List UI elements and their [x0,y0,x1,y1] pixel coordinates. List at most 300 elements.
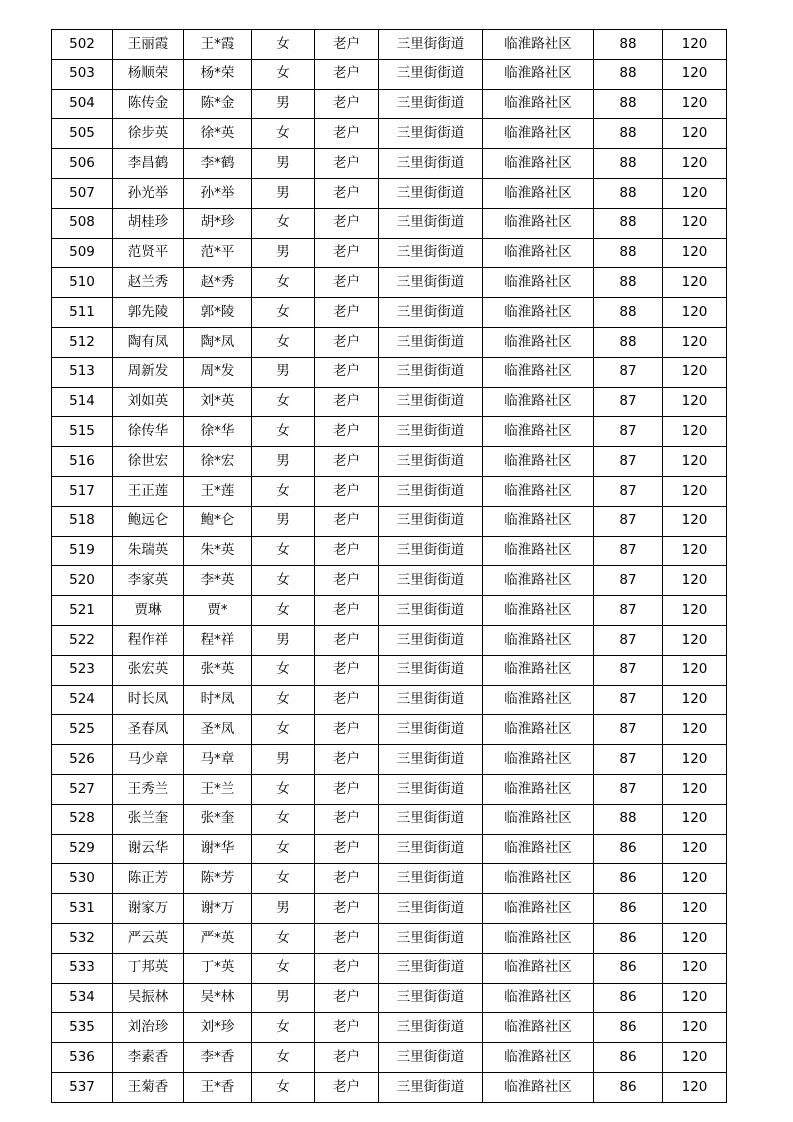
table-row [52,774,727,804]
seq-cell: 523 [52,655,113,685]
street-cell: 三里街街道 [379,149,483,179]
name-cell: 赵兰秀 [113,268,184,298]
table-row [52,476,727,506]
community-cell: 临淮路社区 [483,476,594,506]
amount-cell: 120 [663,119,727,149]
gender-cell: 男 [252,447,315,477]
household-type-cell: 老户 [315,149,379,179]
age-cell: 86 [594,1013,663,1043]
seq-cell: 528 [52,804,113,834]
age-cell: 86 [594,1072,663,1102]
amount-cell: 120 [663,178,727,208]
seq-cell: 530 [52,864,113,894]
age-cell: 88 [594,178,663,208]
record-table-container [51,29,727,1103]
community-cell: 临淮路社区 [483,596,594,626]
name-cell: 张宏英 [113,655,184,685]
table-row [52,59,727,89]
seq-cell: 508 [52,208,113,238]
household-type-cell: 老户 [315,506,379,536]
table-row [52,715,727,745]
amount-cell: 120 [663,30,727,60]
masked-name-cell: 赵*秀 [184,268,252,298]
age-cell: 88 [594,327,663,357]
community-cell: 临淮路社区 [483,447,594,477]
gender-cell: 女 [252,327,315,357]
household-type-cell: 老户 [315,1043,379,1073]
street-cell: 三里街街道 [379,834,483,864]
household-type-cell: 老户 [315,476,379,506]
gender-cell: 女 [252,417,315,447]
seq-cell: 534 [52,983,113,1013]
community-cell: 临淮路社区 [483,30,594,60]
masked-name-cell: 陈*金 [184,89,252,119]
table-row [52,894,727,924]
amount-cell: 120 [663,327,727,357]
household-type-cell: 老户 [315,715,379,745]
masked-name-cell: 徐*宏 [184,447,252,477]
household-type-cell: 老户 [315,536,379,566]
gender-cell: 女 [252,804,315,834]
seq-cell: 510 [52,268,113,298]
seq-cell: 519 [52,536,113,566]
seq-cell: 537 [52,1072,113,1102]
household-type-cell: 老户 [315,655,379,685]
name-cell: 徐世宏 [113,447,184,477]
street-cell: 三里街街道 [379,208,483,238]
household-type-cell: 老户 [315,625,379,655]
seq-cell: 507 [52,178,113,208]
masked-name-cell: 徐*华 [184,417,252,447]
age-cell: 86 [594,983,663,1013]
community-cell: 临淮路社区 [483,864,594,894]
street-cell: 三里街街道 [379,238,483,268]
table-row [52,327,727,357]
household-type-cell: 老户 [315,30,379,60]
community-cell: 临淮路社区 [483,417,594,447]
name-cell: 杨顺荣 [113,59,184,89]
community-cell: 临淮路社区 [483,89,594,119]
seq-cell: 529 [52,834,113,864]
age-cell: 86 [594,1043,663,1073]
seq-cell: 514 [52,387,113,417]
community-cell: 临淮路社区 [483,685,594,715]
amount-cell: 120 [663,536,727,566]
household-type-cell: 老户 [315,178,379,208]
community-cell: 临淮路社区 [483,953,594,983]
gender-cell: 女 [252,655,315,685]
amount-cell: 120 [663,983,727,1013]
community-cell: 临淮路社区 [483,59,594,89]
gender-cell: 男 [252,357,315,387]
seq-cell: 513 [52,357,113,387]
gender-cell: 男 [252,178,315,208]
gender-cell: 男 [252,89,315,119]
household-type-cell: 老户 [315,596,379,626]
record-table [51,29,727,1103]
amount-cell: 120 [663,953,727,983]
masked-name-cell: 陈*芳 [184,864,252,894]
community-cell: 临淮路社区 [483,894,594,924]
community-cell: 临淮路社区 [483,208,594,238]
table-row [52,1072,727,1102]
seq-cell: 536 [52,1043,113,1073]
seq-cell: 511 [52,298,113,328]
community-cell: 临淮路社区 [483,387,594,417]
street-cell: 三里街街道 [379,1013,483,1043]
seq-cell: 526 [52,745,113,775]
table-row [52,268,727,298]
masked-name-cell: 李*鹤 [184,149,252,179]
household-type-cell: 老户 [315,357,379,387]
street-cell: 三里街街道 [379,1043,483,1073]
age-cell: 88 [594,268,663,298]
household-type-cell: 老户 [315,894,379,924]
street-cell: 三里街街道 [379,536,483,566]
table-row [52,417,727,447]
amount-cell: 120 [663,298,727,328]
household-type-cell: 老户 [315,685,379,715]
name-cell: 丁邦英 [113,953,184,983]
community-cell: 临淮路社区 [483,238,594,268]
name-cell: 王菊香 [113,1072,184,1102]
gender-cell: 女 [252,387,315,417]
table-row [52,238,727,268]
household-type-cell: 老户 [315,745,379,775]
age-cell: 87 [594,715,663,745]
amount-cell: 120 [663,774,727,804]
name-cell: 陶有凤 [113,327,184,357]
community-cell: 临淮路社区 [483,119,594,149]
record-table-body [52,30,727,1103]
name-cell: 陈正芳 [113,864,184,894]
masked-name-cell: 程*祥 [184,625,252,655]
seq-cell: 520 [52,566,113,596]
household-type-cell: 老户 [315,89,379,119]
age-cell: 86 [594,864,663,894]
amount-cell: 120 [663,447,727,477]
name-cell: 严云英 [113,923,184,953]
community-cell: 临淮路社区 [483,1013,594,1043]
gender-cell: 女 [252,1072,315,1102]
community-cell: 临淮路社区 [483,655,594,685]
table-row [52,625,727,655]
seq-cell: 524 [52,685,113,715]
street-cell: 三里街街道 [379,894,483,924]
name-cell: 张兰奎 [113,804,184,834]
table-row [52,298,727,328]
household-type-cell: 老户 [315,566,379,596]
amount-cell: 120 [663,864,727,894]
gender-cell: 女 [252,685,315,715]
masked-name-cell: 马*章 [184,745,252,775]
age-cell: 88 [594,89,663,119]
seq-cell: 518 [52,506,113,536]
name-cell: 陈传金 [113,89,184,119]
name-cell: 鲍远仑 [113,506,184,536]
gender-cell: 女 [252,566,315,596]
gender-cell: 女 [252,864,315,894]
table-row [52,804,727,834]
name-cell: 郭先陵 [113,298,184,328]
street-cell: 三里街街道 [379,476,483,506]
age-cell: 86 [594,953,663,983]
household-type-cell: 老户 [315,298,379,328]
community-cell: 临淮路社区 [483,745,594,775]
street-cell: 三里街街道 [379,953,483,983]
amount-cell: 120 [663,566,727,596]
amount-cell: 120 [663,715,727,745]
community-cell: 临淮路社区 [483,149,594,179]
table-row [52,119,727,149]
masked-name-cell: 孙*举 [184,178,252,208]
gender-cell: 女 [252,298,315,328]
masked-name-cell: 李*香 [184,1043,252,1073]
gender-cell: 男 [252,983,315,1013]
masked-name-cell: 鲍*仑 [184,506,252,536]
street-cell: 三里街街道 [379,327,483,357]
name-cell: 徐步英 [113,119,184,149]
household-type-cell: 老户 [315,268,379,298]
table-row [52,566,727,596]
name-cell: 贾琳 [113,596,184,626]
name-cell: 吴振林 [113,983,184,1013]
name-cell: 胡桂珍 [113,208,184,238]
table-row [52,923,727,953]
household-type-cell: 老户 [315,59,379,89]
community-cell: 临淮路社区 [483,566,594,596]
street-cell: 三里街街道 [379,923,483,953]
table-row [52,536,727,566]
gender-cell: 女 [252,834,315,864]
amount-cell: 120 [663,745,727,775]
name-cell: 李素香 [113,1043,184,1073]
age-cell: 86 [594,923,663,953]
seq-cell: 527 [52,774,113,804]
community-cell: 临淮路社区 [483,923,594,953]
amount-cell: 120 [663,834,727,864]
household-type-cell: 老户 [315,387,379,417]
amount-cell: 120 [663,268,727,298]
masked-name-cell: 丁*英 [184,953,252,983]
table-row [52,864,727,894]
masked-name-cell: 严*英 [184,923,252,953]
amount-cell: 120 [663,1013,727,1043]
community-cell: 临淮路社区 [483,774,594,804]
masked-name-cell: 张*奎 [184,804,252,834]
table-row [52,89,727,119]
name-cell: 谢云华 [113,834,184,864]
name-cell: 谢家万 [113,894,184,924]
amount-cell: 120 [663,357,727,387]
street-cell: 三里街街道 [379,357,483,387]
seq-cell: 509 [52,238,113,268]
name-cell: 刘如英 [113,387,184,417]
amount-cell: 120 [663,804,727,834]
seq-cell: 504 [52,89,113,119]
age-cell: 88 [594,804,663,834]
name-cell: 李昌鹤 [113,149,184,179]
masked-name-cell: 刘*珍 [184,1013,252,1043]
community-cell: 临淮路社区 [483,536,594,566]
seq-cell: 521 [52,596,113,626]
gender-cell: 男 [252,238,315,268]
table-row [52,685,727,715]
age-cell: 88 [594,149,663,179]
community-cell: 临淮路社区 [483,327,594,357]
gender-cell: 女 [252,715,315,745]
gender-cell: 男 [252,625,315,655]
age-cell: 87 [594,566,663,596]
gender-cell: 女 [252,596,315,626]
street-cell: 三里街街道 [379,715,483,745]
community-cell: 临淮路社区 [483,804,594,834]
masked-name-cell: 刘*英 [184,387,252,417]
street-cell: 三里街街道 [379,685,483,715]
age-cell: 87 [594,387,663,417]
gender-cell: 女 [252,953,315,983]
table-row [52,387,727,417]
community-cell: 临淮路社区 [483,506,594,536]
community-cell: 临淮路社区 [483,178,594,208]
name-cell: 徐传华 [113,417,184,447]
age-cell: 87 [594,685,663,715]
gender-cell: 女 [252,1043,315,1073]
household-type-cell: 老户 [315,447,379,477]
street-cell: 三里街街道 [379,804,483,834]
street-cell: 三里街街道 [379,178,483,208]
age-cell: 88 [594,208,663,238]
masked-name-cell: 陶*凤 [184,327,252,357]
seq-cell: 515 [52,417,113,447]
household-type-cell: 老户 [315,983,379,1013]
street-cell: 三里街街道 [379,417,483,447]
street-cell: 三里街街道 [379,119,483,149]
street-cell: 三里街街道 [379,506,483,536]
amount-cell: 120 [663,923,727,953]
table-row [52,447,727,477]
age-cell: 88 [594,238,663,268]
masked-name-cell: 王*兰 [184,774,252,804]
table-row [52,208,727,238]
community-cell: 临淮路社区 [483,298,594,328]
masked-name-cell: 贾* [184,596,252,626]
amount-cell: 120 [663,387,727,417]
age-cell: 87 [594,357,663,387]
street-cell: 三里街街道 [379,59,483,89]
masked-name-cell: 谢*万 [184,894,252,924]
amount-cell: 120 [663,238,727,268]
amount-cell: 120 [663,59,727,89]
name-cell: 李家英 [113,566,184,596]
age-cell: 87 [594,536,663,566]
seq-cell: 535 [52,1013,113,1043]
gender-cell: 女 [252,774,315,804]
age-cell: 87 [594,506,663,536]
gender-cell: 女 [252,59,315,89]
seq-cell: 512 [52,327,113,357]
age-cell: 87 [594,447,663,477]
age-cell: 88 [594,119,663,149]
masked-name-cell: 圣*凤 [184,715,252,745]
table-row [52,655,727,685]
amount-cell: 120 [663,625,727,655]
table-row [52,834,727,864]
gender-cell: 女 [252,119,315,149]
masked-name-cell: 王*霞 [184,30,252,60]
household-type-cell: 老户 [315,208,379,238]
household-type-cell: 老户 [315,804,379,834]
gender-cell: 女 [252,268,315,298]
masked-name-cell: 朱*英 [184,536,252,566]
seq-cell: 502 [52,30,113,60]
street-cell: 三里街街道 [379,655,483,685]
seq-cell: 522 [52,625,113,655]
community-cell: 临淮路社区 [483,715,594,745]
amount-cell: 120 [663,476,727,506]
masked-name-cell: 张*英 [184,655,252,685]
street-cell: 三里街街道 [379,774,483,804]
amount-cell: 120 [663,208,727,238]
community-cell: 临淮路社区 [483,625,594,655]
masked-name-cell: 胡*珍 [184,208,252,238]
age-cell: 88 [594,30,663,60]
name-cell: 圣春凤 [113,715,184,745]
household-type-cell: 老户 [315,238,379,268]
household-type-cell: 老户 [315,953,379,983]
seq-cell: 516 [52,447,113,477]
amount-cell: 120 [663,1043,727,1073]
amount-cell: 120 [663,417,727,447]
age-cell: 87 [594,476,663,506]
table-row [52,745,727,775]
age-cell: 86 [594,834,663,864]
street-cell: 三里街街道 [379,268,483,298]
masked-name-cell: 时*凤 [184,685,252,715]
street-cell: 三里街街道 [379,89,483,119]
amount-cell: 120 [663,149,727,179]
name-cell: 朱瑞英 [113,536,184,566]
name-cell: 时长凤 [113,685,184,715]
street-cell: 三里街街道 [379,30,483,60]
community-cell: 临淮路社区 [483,983,594,1013]
gender-cell: 男 [252,506,315,536]
gender-cell: 女 [252,536,315,566]
gender-cell: 女 [252,923,315,953]
name-cell: 王丽霞 [113,30,184,60]
age-cell: 88 [594,298,663,328]
masked-name-cell: 王*莲 [184,476,252,506]
household-type-cell: 老户 [315,774,379,804]
street-cell: 三里街街道 [379,864,483,894]
street-cell: 三里街街道 [379,387,483,417]
community-cell: 临淮路社区 [483,1043,594,1073]
name-cell: 孙光举 [113,178,184,208]
table-row [52,30,727,60]
household-type-cell: 老户 [315,834,379,864]
household-type-cell: 老户 [315,119,379,149]
masked-name-cell: 吴*林 [184,983,252,1013]
masked-name-cell: 范*平 [184,238,252,268]
amount-cell: 120 [663,685,727,715]
age-cell: 87 [594,596,663,626]
name-cell: 周新发 [113,357,184,387]
table-row [52,178,727,208]
masked-name-cell: 李*英 [184,566,252,596]
household-type-cell: 老户 [315,923,379,953]
community-cell: 临淮路社区 [483,357,594,387]
street-cell: 三里街街道 [379,566,483,596]
